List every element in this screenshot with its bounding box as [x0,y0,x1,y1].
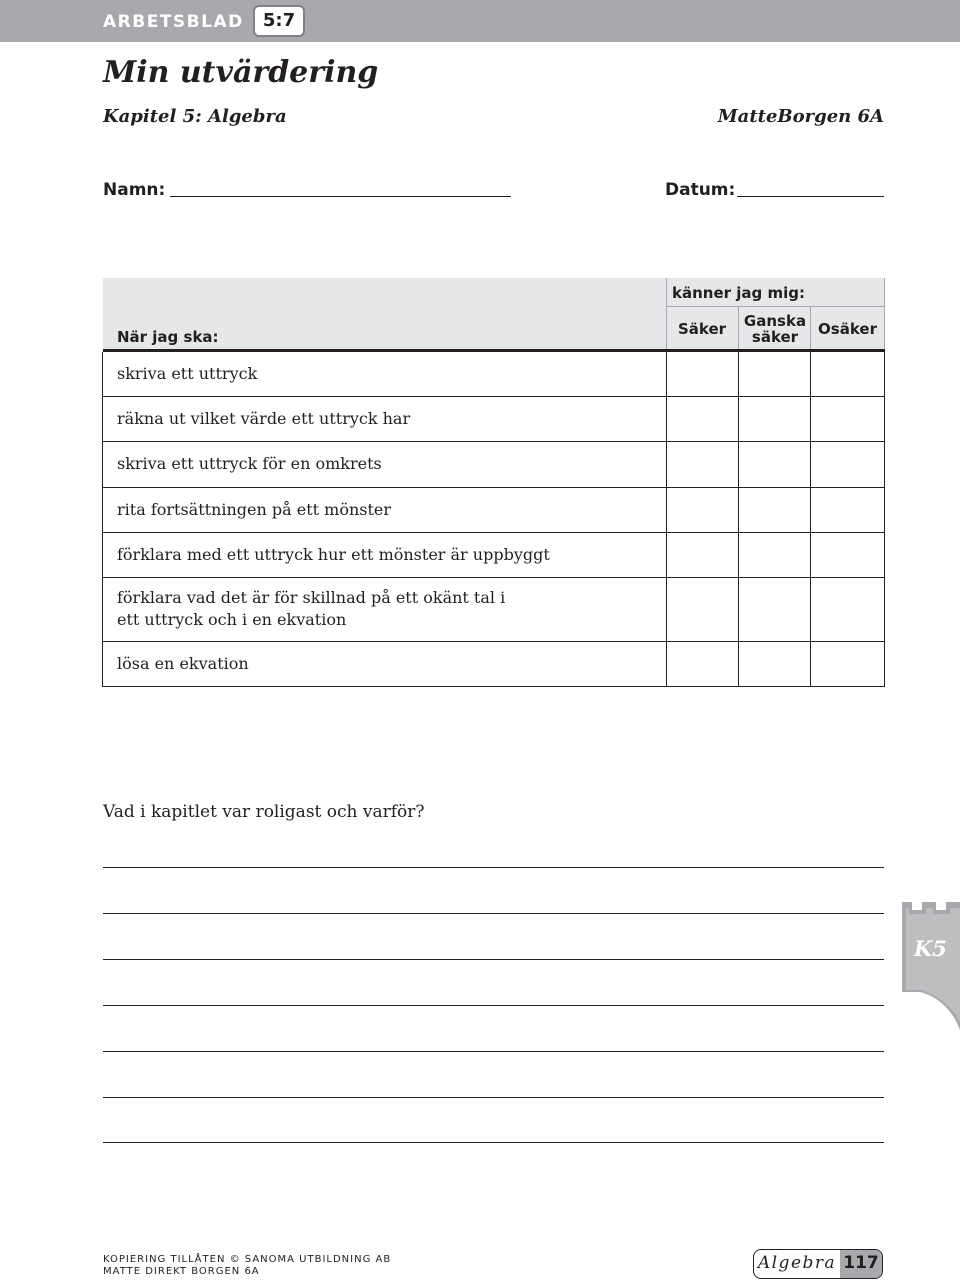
table-grid-line [810,352,811,687]
answer-line[interactable] [103,867,884,868]
table-row [103,352,885,397]
page-title: Min utvärdering [103,55,379,90]
answer-line[interactable] [103,1097,884,1098]
page-number: 117 [840,1250,882,1278]
answer-line[interactable] [103,913,884,914]
worksheet-number: 5:7 [253,5,305,37]
answer-line[interactable] [103,1142,884,1143]
table-row [103,397,885,442]
header-divider [884,278,885,350]
header-divider [738,306,739,350]
row-label: förklara med ett uttryck hur ett mönster är uppbyggt [117,545,550,564]
row-label: lösa en ekvation [117,654,249,673]
table-grid-line [666,352,667,687]
row-label: räkna ut vilket värde ett uttryck har [117,409,411,428]
table-grid-line [738,352,739,687]
table-grid-line [884,352,885,687]
date-field[interactable] [737,196,884,197]
header-divider [666,306,885,307]
table-row [103,642,885,687]
table-row [103,533,885,578]
book-title: MatteBorgen 6A [717,106,884,127]
answer-line[interactable] [103,1051,884,1052]
table-border-left [102,352,103,687]
worksheet-label: ARBETSBLAD [103,12,244,32]
name-field[interactable] [170,196,511,197]
row-header: När jag ska: [117,328,219,346]
worksheet-header-bar [0,0,960,42]
column-header-ganska-saker: Ganska säker [743,312,807,346]
row-label: förklara vad det är för skillnad på ett okänt tal i ett uttryck och i en ekvation [117,588,506,629]
footer-subject: Algebra [757,1253,837,1273]
table-row [103,488,885,533]
chapter-tab-label: K5 [914,936,947,961]
reflection-question: Vad i kapitlet var roligast och varför? [103,802,425,822]
answer-line[interactable] [103,959,884,960]
chapter-title: Kapitel 5: Algebra [103,106,287,127]
book-series: MATTE DIREKT BORGEN 6A [103,1266,260,1277]
chapter-tab [900,900,960,1030]
column-header-osaker: Osäker [818,320,877,338]
name-label: Namn: [103,180,166,200]
page-footer-badge [753,1249,883,1279]
row-label: skriva ett uttryck för en omkrets [117,454,382,473]
date-label: Datum: [665,180,736,200]
column-header-saker: Säker [677,320,727,338]
copyright-notice: KOPIERING TILLÅTEN © SANOMA UTBILDNING AB [103,1254,392,1265]
answer-line[interactable] [103,1005,884,1006]
tower-icon [900,900,960,1030]
group-header: känner jag mig: [672,284,805,302]
header-divider [666,278,667,350]
row-label: skriva ett uttryck [117,364,258,383]
table-row [103,578,885,642]
row-label: rita fortsättningen på ett mönster [117,500,392,519]
table-row [103,442,885,488]
